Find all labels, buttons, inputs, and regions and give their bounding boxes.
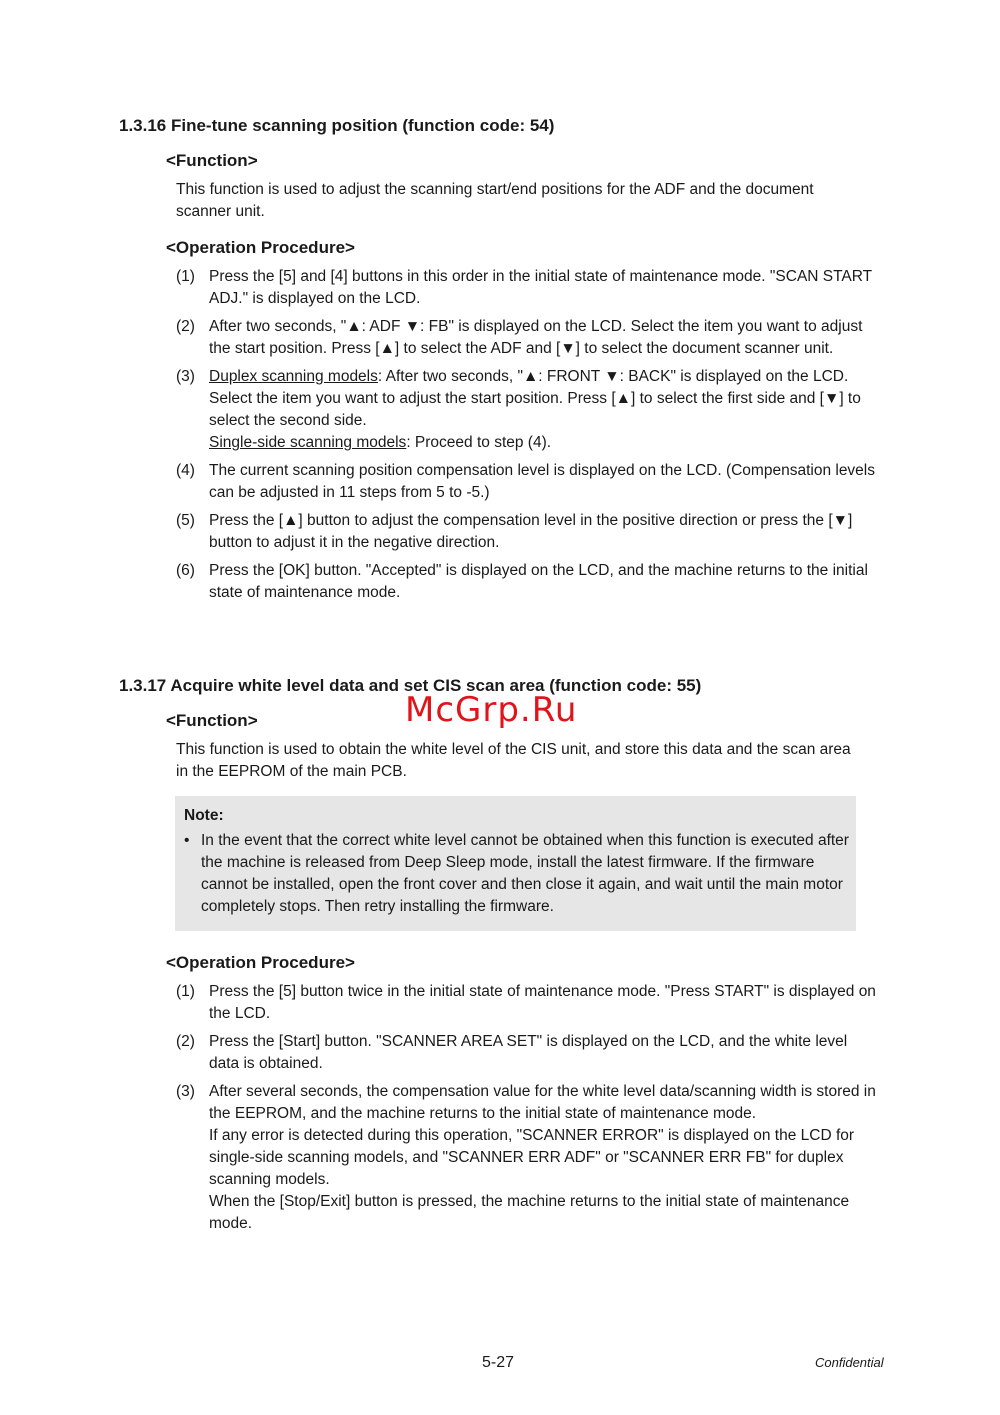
section-title-1-3-16: 1.3.16 Fine-tune scanning position (function code: 54) [119, 116, 555, 135]
step-text: : After two seconds, "▲: FRONT ▼: BACK" is displayed on the LCD. Select the item you want to adjust the start position. Press [▲] to select the first side and [▼] to select the second side. [209, 368, 861, 429]
step-number: (1) [176, 268, 195, 285]
step-number: (2) [176, 1033, 195, 1050]
step-text: : Proceed to step (4). [406, 434, 552, 451]
single-side-models-label: Single-side scanning models [209, 434, 407, 451]
procedure-heading: <Operation Procedure> [166, 953, 355, 972]
procedure-step [176, 510, 876, 554]
procedure-heading: <Operation Procedure> [166, 238, 355, 257]
note-item [184, 830, 851, 918]
function-heading: <Function> [166, 711, 258, 730]
step-text: If any error is detected during this operation, "SCANNER ERROR" is displayed on the LCD for single-side scanning models, and "SCANNER ERR ADF" or "SCANNER ERR FB" for duplex scanning models. [209, 1127, 855, 1188]
procedure-step [176, 266, 876, 310]
note-box [175, 796, 856, 931]
procedure-step [176, 1081, 876, 1235]
function-description: This function is used to obtain the white level of the CIS unit, and store this data and the scan area in the EEPROM of the main PCB. [176, 741, 851, 780]
step-number: (2) [176, 318, 195, 335]
procedure-step [176, 316, 876, 360]
procedure-step [176, 1031, 876, 1075]
step-number: (5) [176, 512, 195, 529]
note-label: Note: [184, 807, 224, 824]
page-number: 5-27 [482, 1354, 515, 1371]
section-title-1-3-17: 1.3.17 Acquire white level data and set CIS scan area (function code: 55) [119, 676, 702, 695]
step-text: When the [Stop/Exit] button is pressed, the machine returns to the initial state of maintenance mode. [209, 1193, 850, 1232]
procedure-step [176, 460, 876, 504]
procedure-steps [176, 981, 876, 1241]
step-text: After two seconds, "▲: ADF ▼: FB" is displayed on the LCD. Select the item you want to adjust the start position. Press [▲] to select the ADF and [▼] to select the document scanner unit. [209, 318, 863, 357]
procedure-steps [176, 266, 876, 610]
step-number: (4) [176, 462, 195, 479]
step-number: (6) [176, 562, 195, 579]
note-text: In the event that the correct white level cannot be obtained when this function is executed after the machine is released from Deep Sleep mode, install the latest firmware. If the firmware cannot be installed, open the front cover and then close it again, and wait until the main motor completely stops. Then retry installing the firmware. [201, 832, 849, 915]
procedure-step [176, 560, 876, 604]
procedure-step [176, 366, 876, 454]
step-text: Press the [5] and [4] buttons in this order in the initial state of maintenance mode. "SCAN START ADJ." is displayed on the LCD. [209, 268, 872, 307]
bullet-icon: • [184, 832, 190, 849]
step-number: (3) [176, 1083, 195, 1100]
step-text: Press the [▲] button to adjust the compensation level in the positive direction or press the [▼] button to adjust it in the negative direction. [209, 512, 853, 551]
step-text: Press the [Start] button. "SCANNER AREA SET" is displayed on the LCD, and the white level data is obtained. [209, 1033, 848, 1072]
step-text: After several seconds, the compensation value for the white level data/scanning width is stored in the EEPROM, and the machine returns to the initial state of maintenance mode. [209, 1083, 876, 1122]
step-text: Press the [OK] button. "Accepted" is displayed on the LCD, and the machine returns to the initial state of maintenance mode. [209, 562, 868, 601]
step-number: (1) [176, 983, 195, 1000]
duplex-models-label: Duplex scanning models [209, 368, 378, 385]
watermark: McGrp.Ru [405, 690, 578, 730]
step-text: Press the [5] button twice in the initial state of maintenance mode. "Press START" is displayed on the LCD. [209, 983, 876, 1022]
function-description: This function is used to adjust the scanning start/end positions for the ADF and the document scanner unit. [176, 181, 814, 220]
function-heading: <Function> [166, 151, 258, 170]
step-number: (3) [176, 368, 195, 385]
confidential-label: Confidential [815, 1355, 884, 1370]
step-text: The current scanning position compensation level is displayed on the LCD. (Compensation levels can be adjusted in 11 steps from 5 to -5.) [209, 462, 876, 501]
procedure-step [176, 981, 876, 1025]
